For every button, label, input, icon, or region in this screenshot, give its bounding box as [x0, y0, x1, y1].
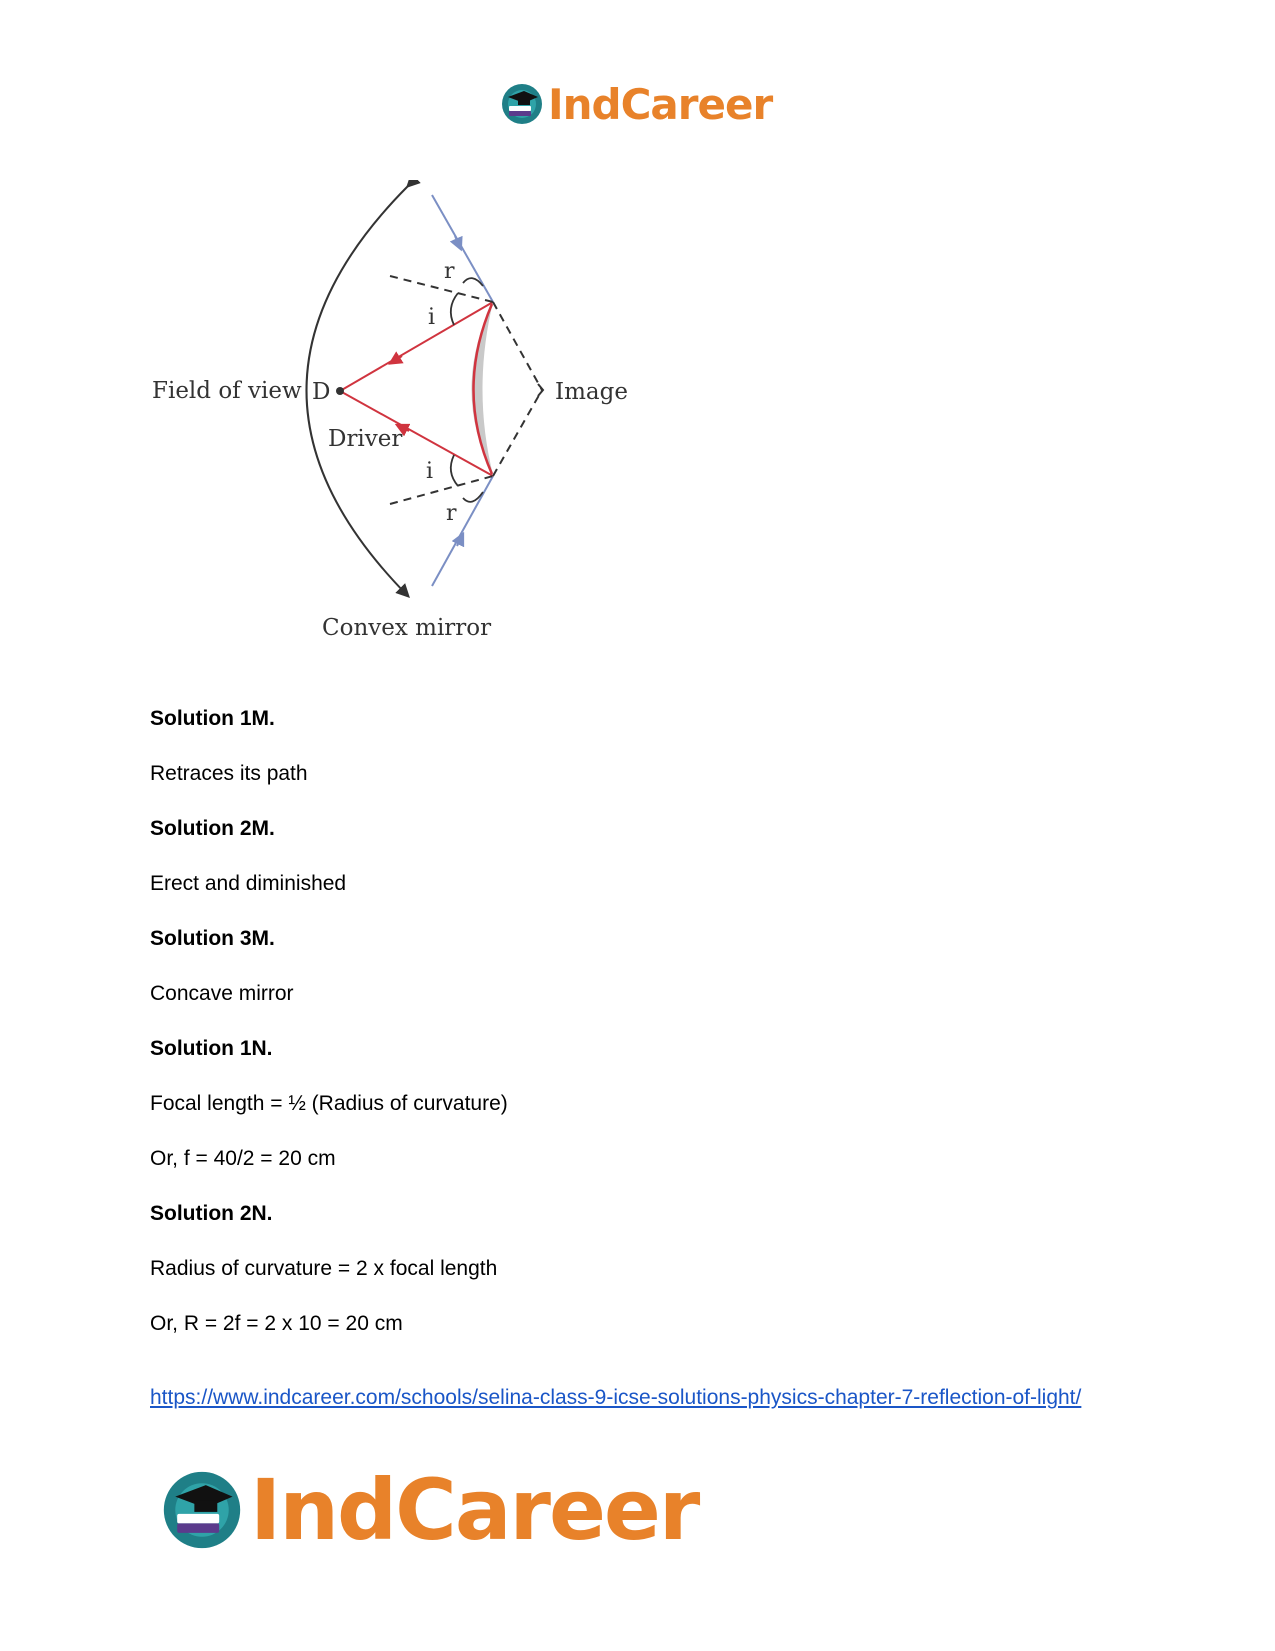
solution-text: Erect and diminished — [150, 872, 347, 895]
logo-top — [500, 78, 772, 130]
solution-heading: Solution 1M. — [150, 707, 275, 730]
convex-mirror-diagram — [150, 180, 670, 680]
label-convex-mirror: Convex mirror — [322, 615, 492, 641]
incident-ray-bottom — [432, 476, 493, 586]
solution-text: Focal length = ½ (Radius of curvature) — [150, 1092, 508, 1115]
logo-bottom — [160, 1461, 699, 1559]
source-link[interactable]: https://www.indcareer.com/schools/selina-class-9-icse-solutions-physics-chapter-7-reflection-of-light/ — [150, 1386, 1082, 1409]
label-i-top: i — [428, 305, 436, 330]
angle-arc-i-top — [451, 293, 458, 325]
virtual-ray-top — [493, 302, 542, 390]
label-field-of-view: Field of view — [152, 378, 302, 404]
label-r-top: r — [444, 259, 455, 284]
solution-text: Or, R = 2f = 2 x 10 = 20 cm — [150, 1312, 403, 1335]
solution-text: Radius of curvature = 2 x focal length — [150, 1257, 498, 1280]
angle-arc-i-bottom — [451, 455, 458, 486]
logo-wordmark: IndCareer — [250, 1461, 699, 1559]
label-image: Image — [555, 379, 628, 405]
reflected-ray-top — [340, 302, 493, 391]
label-driver: Driver — [328, 426, 403, 452]
solution-heading: Solution 2N. — [150, 1202, 273, 1225]
solution-heading: Solution 2M. — [150, 817, 275, 840]
label-d: D — [312, 379, 331, 405]
label-r-bottom: r — [446, 501, 457, 526]
incident-ray-top — [432, 195, 493, 302]
graduation-book-icon — [500, 82, 544, 126]
logo-wordmark: IndCareer — [548, 79, 773, 129]
driver-point — [336, 387, 344, 395]
solution-heading: Solution 3M. — [150, 927, 275, 950]
graduation-book-icon — [160, 1468, 244, 1552]
normal-bottom — [390, 476, 493, 504]
virtual-ray-bottom — [493, 390, 542, 476]
label-i-bottom: i — [426, 459, 434, 484]
solution-text: Concave mirror — [150, 982, 294, 1005]
solution-text: Retraces its path — [150, 762, 308, 785]
solution-heading: Solution 1N. — [150, 1037, 273, 1060]
solution-text: Or, f = 40/2 = 20 cm — [150, 1147, 336, 1170]
